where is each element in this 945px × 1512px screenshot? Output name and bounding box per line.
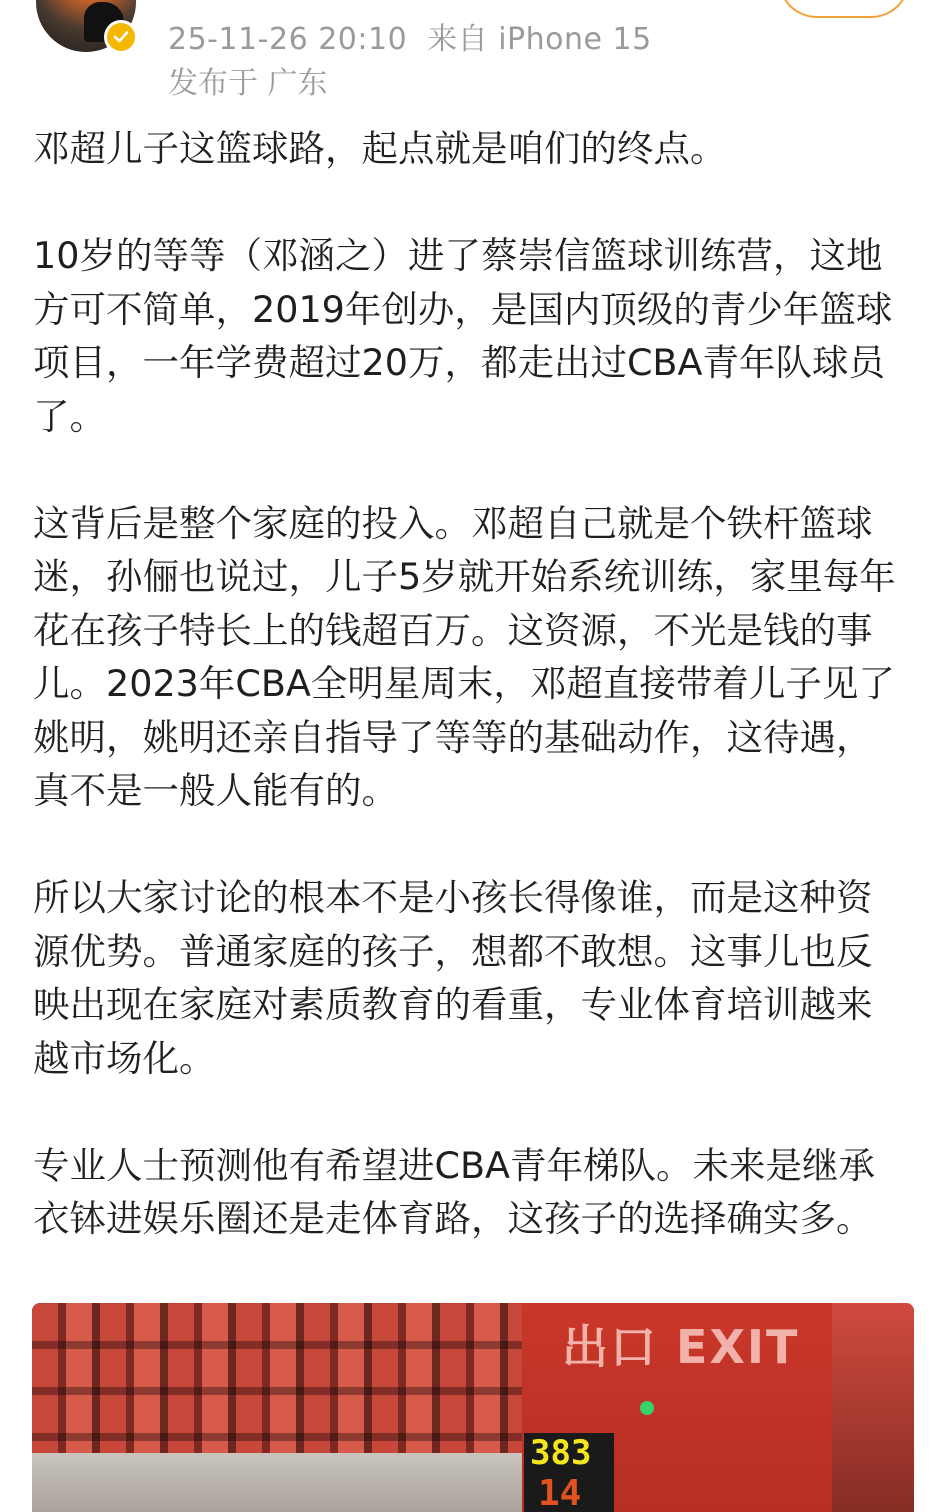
post-location: 发布于 广东: [168, 66, 328, 101]
post-paragraph: 所以大家讨论的根本不是小孩长得像谁，而是这种资源优势。普通家庭的孩子，想都不敢想。这事儿也反映出现在家庭对素质教育的看重，专业体育培训越来越市场化。: [33, 876, 873, 1080]
post-body: [33, 122, 908, 1246]
post-paragraph: 邓超儿子这篮球路，起点就是咱们的终点。: [33, 127, 727, 170]
scoreboard-bottom-digits: 14: [538, 1473, 582, 1512]
verified-badge-icon: [104, 20, 138, 54]
scoreboard-top-digits: 383: [530, 1433, 592, 1473]
post-meta: [168, 14, 652, 58]
post-paragraph: 10岁的等等（邓涵之）进了蔡崇信篮球训练营，这地方可不简单，2019年创办，是国内顶级的青少年篮球项目，一年学费超过20万，都走出过CBA青年队球员了。: [33, 234, 893, 438]
checkmark-icon: [112, 28, 130, 46]
arena-floor: [32, 1453, 552, 1512]
post-image[interactable]: [32, 1303, 914, 1512]
post-paragraph: 这背后是整个家庭的投入。邓超自己就是个铁杆篮球迷，孙俪也说过，儿子5岁就开始系统训练，家里每年花在孩子特长上的钱超百万。这资源，不光是钱的事儿。2023年CBA全明星周末，邓超直接带着儿子见了姚明，姚明还亲自指导了等等的基础动作，这待遇，真不是一般人能有的。: [33, 501, 896, 812]
exit-sign: 出口 EXIT: [562, 1320, 800, 1374]
post-source: 来自 iPhone 15: [427, 22, 652, 57]
green-light-icon: [640, 1401, 654, 1415]
post-header: [0, 0, 945, 110]
post-timestamp: 25-11-26 20:10: [168, 22, 408, 57]
post-paragraph: 专业人士预测他有希望进CBA青年梯队。未来是继承衣钵进娱乐圈还是走体育路，这孩子的选择确实多。: [33, 1143, 875, 1240]
arena-side-panel: [832, 1303, 914, 1512]
follow-button[interactable]: [778, 0, 910, 18]
